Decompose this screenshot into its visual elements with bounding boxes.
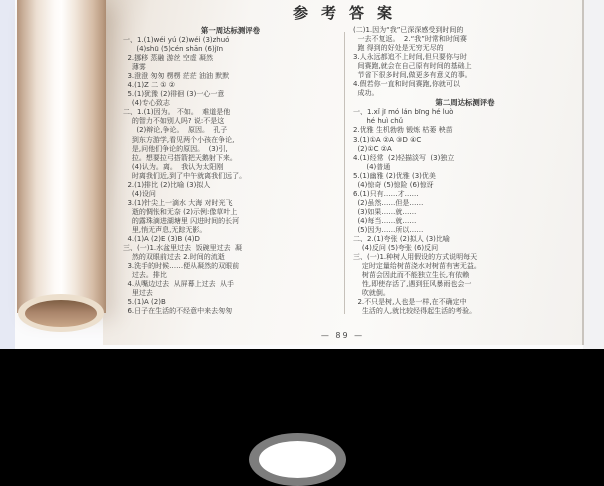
answer-line: 三、(一)1.水盆里过去 饭碗里过去 凝 xyxy=(123,244,243,253)
answer-line: 的智力不如别人吗? 说:不是这 xyxy=(123,117,225,126)
right-column-header: 第二周达标测评卷 xyxy=(435,98,495,108)
answer-line: hé huì chǔ xyxy=(353,117,404,126)
answer-line: 树苗会因此而不能独立生长,有依赖 xyxy=(353,271,470,280)
camera-control-bar xyxy=(0,349,604,485)
book-page xyxy=(103,0,584,345)
answer-line: 吹就倒。 xyxy=(353,289,390,298)
answer-line: 生活的人,就比较经得起生活的考验。 xyxy=(353,307,477,316)
answer-line: (2)虽然……但是…… xyxy=(353,198,424,207)
answer-line: 一、1.(1)wéi yú (2)wéi (3)zhuó xyxy=(123,36,230,44)
photo-left-strip xyxy=(0,0,15,349)
right-column-lines-bottom xyxy=(353,108,577,316)
answer-line: 里过去 xyxy=(123,289,153,298)
answer-line: 3.人永远都追不上时间,但只要你与时 xyxy=(353,53,467,62)
answer-line: (4)设问 xyxy=(123,189,156,198)
answer-line: 三、(一)1.种树人用假设的方式说明每天 xyxy=(353,253,478,262)
page-curl-opening xyxy=(25,300,97,327)
left-answer-column xyxy=(123,26,338,316)
answer-line: (2)辩论,争论。 原因。 孔子 xyxy=(123,126,228,135)
answer-line: 的露珠滴进湖塘里 闪进时间的长河 xyxy=(123,216,240,225)
answer-line: 3.洗手的时候……便从凝然的双眼前 xyxy=(123,262,240,271)
answer-line: 性,即使存活了,遇到狂风暴雨也会一 xyxy=(353,280,472,289)
shutter-button[interactable] xyxy=(249,433,346,486)
answer-line: (4)每当……就…… xyxy=(353,216,417,225)
answer-line: 拉。想要拉弓搭箭把天鹅射下来。 xyxy=(123,153,237,162)
answer-line: 2.不只是树,人也是一样,在不确定中 xyxy=(353,298,467,307)
answer-line: 2.(1)排比 (2)比喻 (3)拟人 xyxy=(123,180,211,189)
answer-line: 逝的惆怅和无奈 (2)示例:像草叶上 xyxy=(123,207,238,216)
answer-line: 过去。排比 xyxy=(123,271,167,280)
answer-line: (5)因为……所以…… xyxy=(353,225,424,234)
answer-line: (4)认为。离。 我认为太阳刚 xyxy=(123,162,224,171)
answer-line: (3)如果……就…… xyxy=(353,207,417,216)
answer-line: 2.挪移 蒸融 游丝 空虚 凝然 xyxy=(123,54,214,63)
photo-right-margin xyxy=(583,0,604,349)
page-number: — 89 — xyxy=(320,331,365,340)
right-column-lines-top xyxy=(353,26,577,98)
answer-line: 5.(1)幽雅 (2)优雅 (3)优美 xyxy=(353,171,436,180)
shutter-button-center xyxy=(259,441,336,478)
answer-line: 一、1.xǐ jī mó lán bīng hé luò xyxy=(353,108,454,117)
page-title: 参考答案 xyxy=(292,4,405,22)
answer-line: 是,问他们争论的原因。 (3)引, xyxy=(123,144,228,153)
answer-line: (二)1.因为“我”已深深感受到时间的 xyxy=(353,26,464,34)
answer-line: 跑 得到的好处是无穷无尽的 xyxy=(353,44,444,53)
answer-line: 5.(1)犹豫 (2)徘徊 (3)一心一意 xyxy=(123,90,225,99)
answer-line: 二、2.(1)夸张 (2)拟人 (3)比喻 xyxy=(353,235,450,244)
answer-line: 成功。 xyxy=(353,89,379,98)
answer-line: (4)普通 xyxy=(353,162,391,171)
answer-line: 节省下很多时间,做更多有意义的事。 xyxy=(353,71,472,80)
answer-line: 间赛跑,就会在自己原有时间的基础上 xyxy=(353,62,472,71)
answer-line: (4)专心致志 xyxy=(123,99,170,108)
page-curl xyxy=(17,0,106,332)
answer-line: 二、1.(1)因为。 不如。 难道是他 xyxy=(123,108,231,117)
left-column-lines xyxy=(123,36,338,316)
page-curl-cylinder xyxy=(17,0,106,313)
answer-line: 时离我们近,到了中午就离我们远了。 xyxy=(123,171,247,180)
answer-line: (2)①C ②A xyxy=(353,144,392,153)
answer-line: 6.(1)只有……才…… xyxy=(353,189,419,198)
answer-line: 薄雾 xyxy=(123,63,146,72)
answer-line: 2.优雅 生机勃勃 锻炼 枯萎 秧苗 xyxy=(353,126,453,135)
right-answer-column xyxy=(353,26,577,316)
answer-line: (4)反问 (5)夸张 (6)反问 xyxy=(353,244,439,253)
left-column-header: 第一周达标测评卷 xyxy=(200,26,261,35)
answer-line: 3.(1)针尖上一滴水 大海 对时光飞 xyxy=(123,198,233,207)
column-divider xyxy=(344,32,345,314)
answer-columns xyxy=(103,26,582,316)
answer-line: 里,悄无声息,无踪无影。 xyxy=(123,225,207,234)
answer-line: 一去不复返。 2.“我”时常和时间赛 xyxy=(353,35,467,44)
answer-line: 定时定量给树苗浇水对树苗有害无益。 xyxy=(353,262,481,271)
answer-line: (4)惊奇 (5)惊险 (6)惊讶 xyxy=(353,180,434,189)
answer-line: (4)shū (5)cén shān (6)jīn xyxy=(123,45,224,54)
answer-line: 4.假若你一直和时间赛跑,你就可以 xyxy=(353,80,460,89)
answer-line: 4.(1)经常 (2)轻描淡写 (3)独立 xyxy=(353,153,455,162)
answer-line: 3.澄澄 匆匆 楞楞 茫茫 油油 默默 xyxy=(123,72,230,81)
answer-line: 4.从嘴边过去 从屏幕上过去 从手 xyxy=(123,280,235,289)
answer-line: 3.(1)①A ②A ③D ④C xyxy=(353,135,422,144)
answer-line: 4.(1)Z 二 ① ② xyxy=(123,81,176,90)
answer-line: 4.(1)A (2)E (3)B (4)D xyxy=(123,235,200,244)
answer-line: 6.日子在生活的不经意中来去匆匆 xyxy=(123,307,233,316)
answer-line: 到东方游学,看见两个小孩在争论, xyxy=(123,135,235,144)
answer-line: 5.(1)A (2)B xyxy=(123,298,166,307)
answer-line: 然的双眼前过去 2.时间的流逝 xyxy=(123,253,225,262)
